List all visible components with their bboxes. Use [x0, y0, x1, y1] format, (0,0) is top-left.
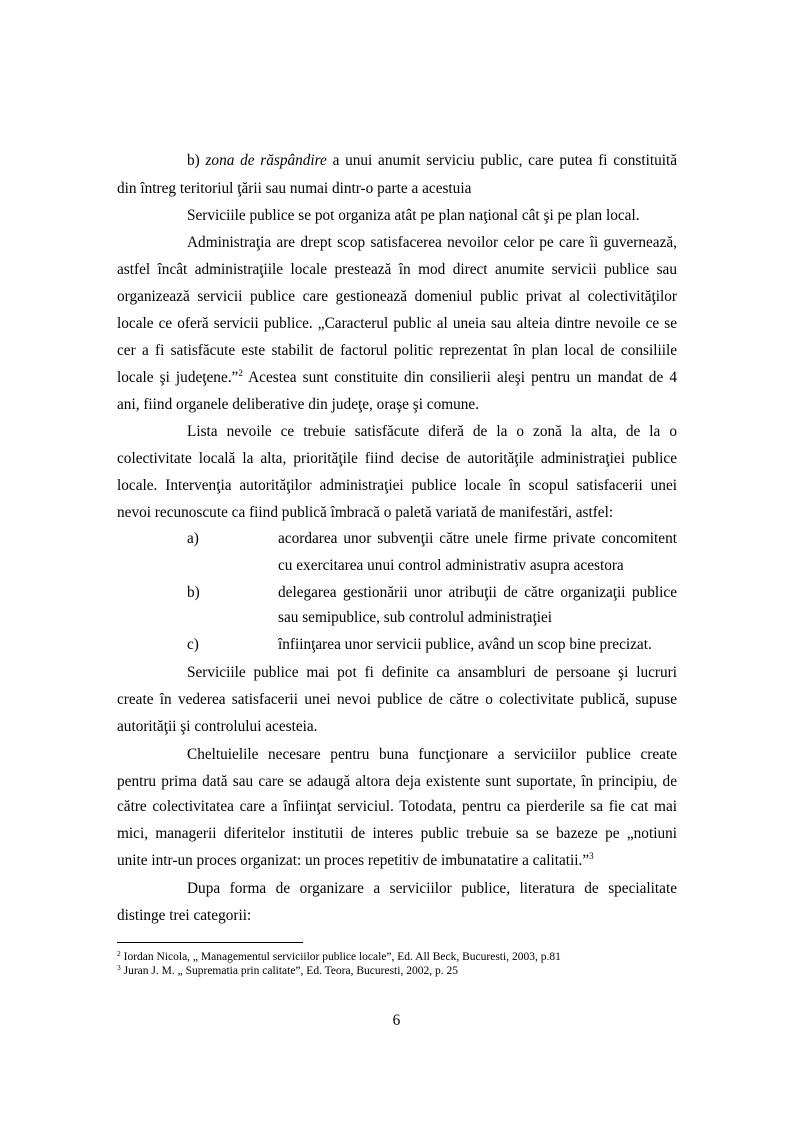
- list-item-text: cu exercitarea unui control administrativ asupra acestora: [278, 557, 624, 574]
- paragraph-line: către colectivitatea care a înfiinţat serviciul. Totodata, pentru ca pierderile sa fie cat mai: [117, 798, 677, 815]
- paragraph-line: nevoi recunoscute ca fiind publică îmbracă o paletă variată de manifestări, astfel:: [117, 504, 614, 521]
- paragraph-line: Administraţia are drept scop satisfacerea nevoilor celor pe care îi guvernează,: [187, 234, 677, 251]
- paragraph-line: organizează servicii publice care gestionează domeniul public privat al colectivităţilor: [117, 288, 677, 305]
- list-item-text: sau semipublice, sub controlul administraţiei: [278, 609, 553, 626]
- paragraph-line: pentru prima dată sau care se adaugă altora deja existente sunt suportate, în principiu, de: [117, 773, 677, 790]
- footnote-divider: [117, 942, 303, 943]
- paragraph-line: astfel încât administraţiile locale prestează în mod direct anumite servicii publice sau: [117, 261, 677, 278]
- paragraph-line: mici, managerii diferitelor institutii de interes public trebuie sa se bazeze pe „notiuni: [117, 825, 677, 842]
- paragraph-line: Serviciile publice se pot organiza atât pe plan naţional cât şi pe plan local.: [187, 207, 640, 224]
- page-number: 6: [392, 1012, 401, 1029]
- list-item-text: acordarea unor subvenţii către unele firme private concomitent: [278, 530, 677, 547]
- paragraph-line: Cheltuielile necesare pentru buna funcţionare a serviciilor publice create: [187, 746, 677, 763]
- footnote-text: Iordan Nicola, „ Managementul serviciilor publice locale”, Ed. All Beck, Bucuresti, 2003, p.81: [120, 951, 561, 963]
- footnote-ref: 3: [589, 851, 594, 861]
- text-run: unite intr-un proces organizat: un proces repetitiv de imbunatatire a calitatii.”: [117, 852, 590, 869]
- footnote-number: 3: [117, 963, 121, 972]
- list-item-letter: b): [187, 584, 200, 601]
- paragraph-line: create în vederea satisfacerii unei nevoi publice de către o colectivitate publică, supuse: [117, 691, 677, 708]
- paragraph-line: ani, fiind organele deliberative din judeţe, oraşe şi comune.: [117, 396, 480, 413]
- paragraph-line: autorităţii şi controlului acesteia.: [117, 718, 318, 735]
- paragraph-line: [117, 852, 677, 870]
- text-run: a unui anumit serviciu public, care putea fi constituită: [326, 152, 678, 169]
- paragraph-line: locale ce oferă servicii publice. „Caracterul public al uneia sau alteia dintre nevoile ce se: [117, 315, 677, 332]
- text-run: locale şi judeţene.”: [117, 369, 239, 386]
- list-item-letter: a): [187, 530, 199, 547]
- footnote-ref: 2: [238, 368, 243, 378]
- text-run: b): [187, 152, 206, 169]
- paragraph-line: din întreg teritoriul ţării sau numai dintr-o parte a acestuia: [117, 180, 472, 197]
- paragraph-line: locale. Intervenţia autorităţilor administraţiei publice locale în scopul satisfacerii unei: [117, 477, 677, 494]
- list-item-letter: c): [187, 636, 199, 653]
- paragraph-line: colectivitate locală la alta, priorităţile fiind decise de autorităţile administraţiei publice: [117, 450, 677, 467]
- paragraph-line: Dupa forma de organizare a serviciilor publice, literatura de specialitate: [187, 880, 677, 897]
- paragraph-line: [117, 369, 677, 387]
- list-item-text: înfiinţarea unor servicii publice, având un scop bine precizat.: [278, 636, 652, 653]
- footnote: [117, 964, 458, 978]
- paragraph-line: cer a fi satisfăcute este stabilit de factorul politic reprezentat în plan local de consiliile: [117, 342, 677, 359]
- paragraph-line: [187, 152, 677, 170]
- text-run: Acestea sunt constituite din consilierii aleşi pentru un mandat de 4: [242, 369, 677, 386]
- paragraph-line: distinge trei categorii:: [117, 907, 252, 924]
- italic-term: zona de răspândire: [205, 152, 327, 169]
- footnote-number: 2: [117, 949, 121, 958]
- paragraph-line: Lista nevoile ce trebuie satisfăcute diferă de la o zonă la alta, de la o: [187, 423, 677, 440]
- paragraph-line: Serviciile publice mai pot fi definite ca ansambluri de persoane şi lucruri: [187, 664, 677, 681]
- list-item-text: delegarea gestionării unor atribuţii de către organizaţii publice: [278, 584, 677, 601]
- footnote-text: Juran J. M. „ Suprematia prin calitate”, Ed. Teora, Bucuresti, 2002, p. 25: [120, 965, 458, 977]
- footnote: [117, 950, 561, 964]
